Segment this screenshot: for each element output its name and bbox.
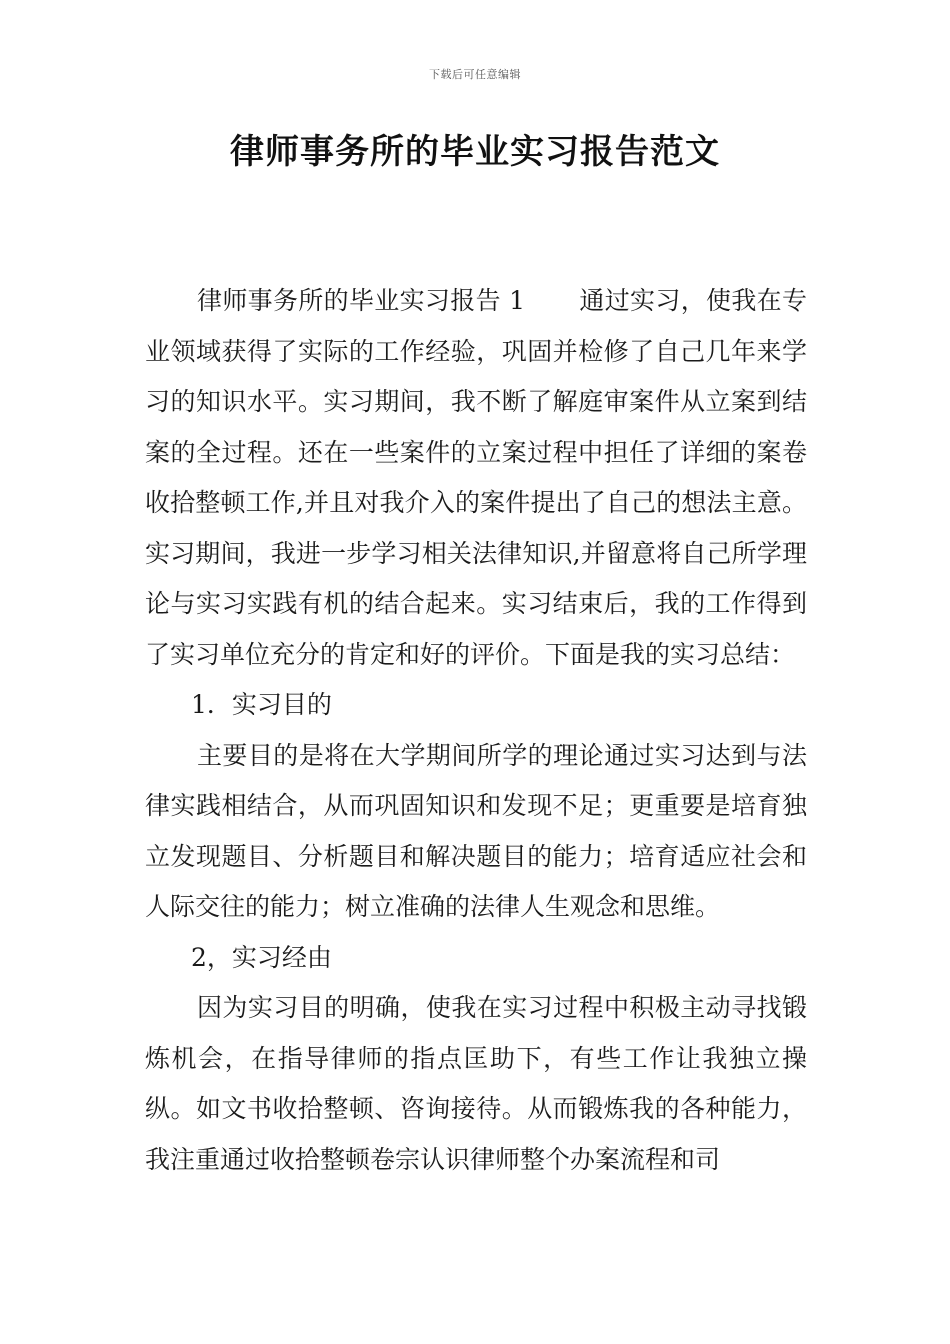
document-body xyxy=(145,276,807,1185)
header-note: 下载后可任意编辑 xyxy=(429,68,521,81)
section-heading-process: 2，实习经由 xyxy=(191,942,332,972)
document-title: 律师事务所的毕业实习报告范文 xyxy=(230,132,720,172)
section-heading-purpose: 1．实习目的 xyxy=(191,690,332,719)
paragraph-process: 因为实习目的明确，使我在实习过程中积极主动寻找锻炼机会，在指导律师的指点匡助下，有些工作让我独立操纵。如文书收拾整顿、咨询接待。从而锻炼我的各种能力，我注重通过收拾整顿卷宗认识律师整个办案流程和司 xyxy=(145,993,807,1174)
paragraph-text: 通过实习，使我在专业领域获得了实际的工作经验，巩固并检修了自己几年来学习的知识水平。实习期间，我不断了解庭审案件从立案到结案的全过程。还在一些案件的立案过程中担任了详细的案卷收拾整顿工作,并且对我介入的案件提出了自己的想法主意。实习期间，我进一步学习相关法律知识,并留意将自己所学理论与实习实践有机的结合起来。实习结束后，我的工作得到了实习单位充分的肯定和好的评价。下面是我的实习总结： xyxy=(145,286,807,669)
report-lead: 律师事务所的毕业实习报告 1 xyxy=(197,286,526,315)
paragraph-intro xyxy=(145,276,807,680)
paragraph-purpose: 主要目的是将在大学期间所学的理论通过实习达到与法律实践相结合，从而巩固知识和发现不足；更重要是培育独立发现题目、分析题目和解决题目的能力；培育适应社会和人际交往的能力；树立准确的法律人生观念和思维。 xyxy=(145,740,807,921)
